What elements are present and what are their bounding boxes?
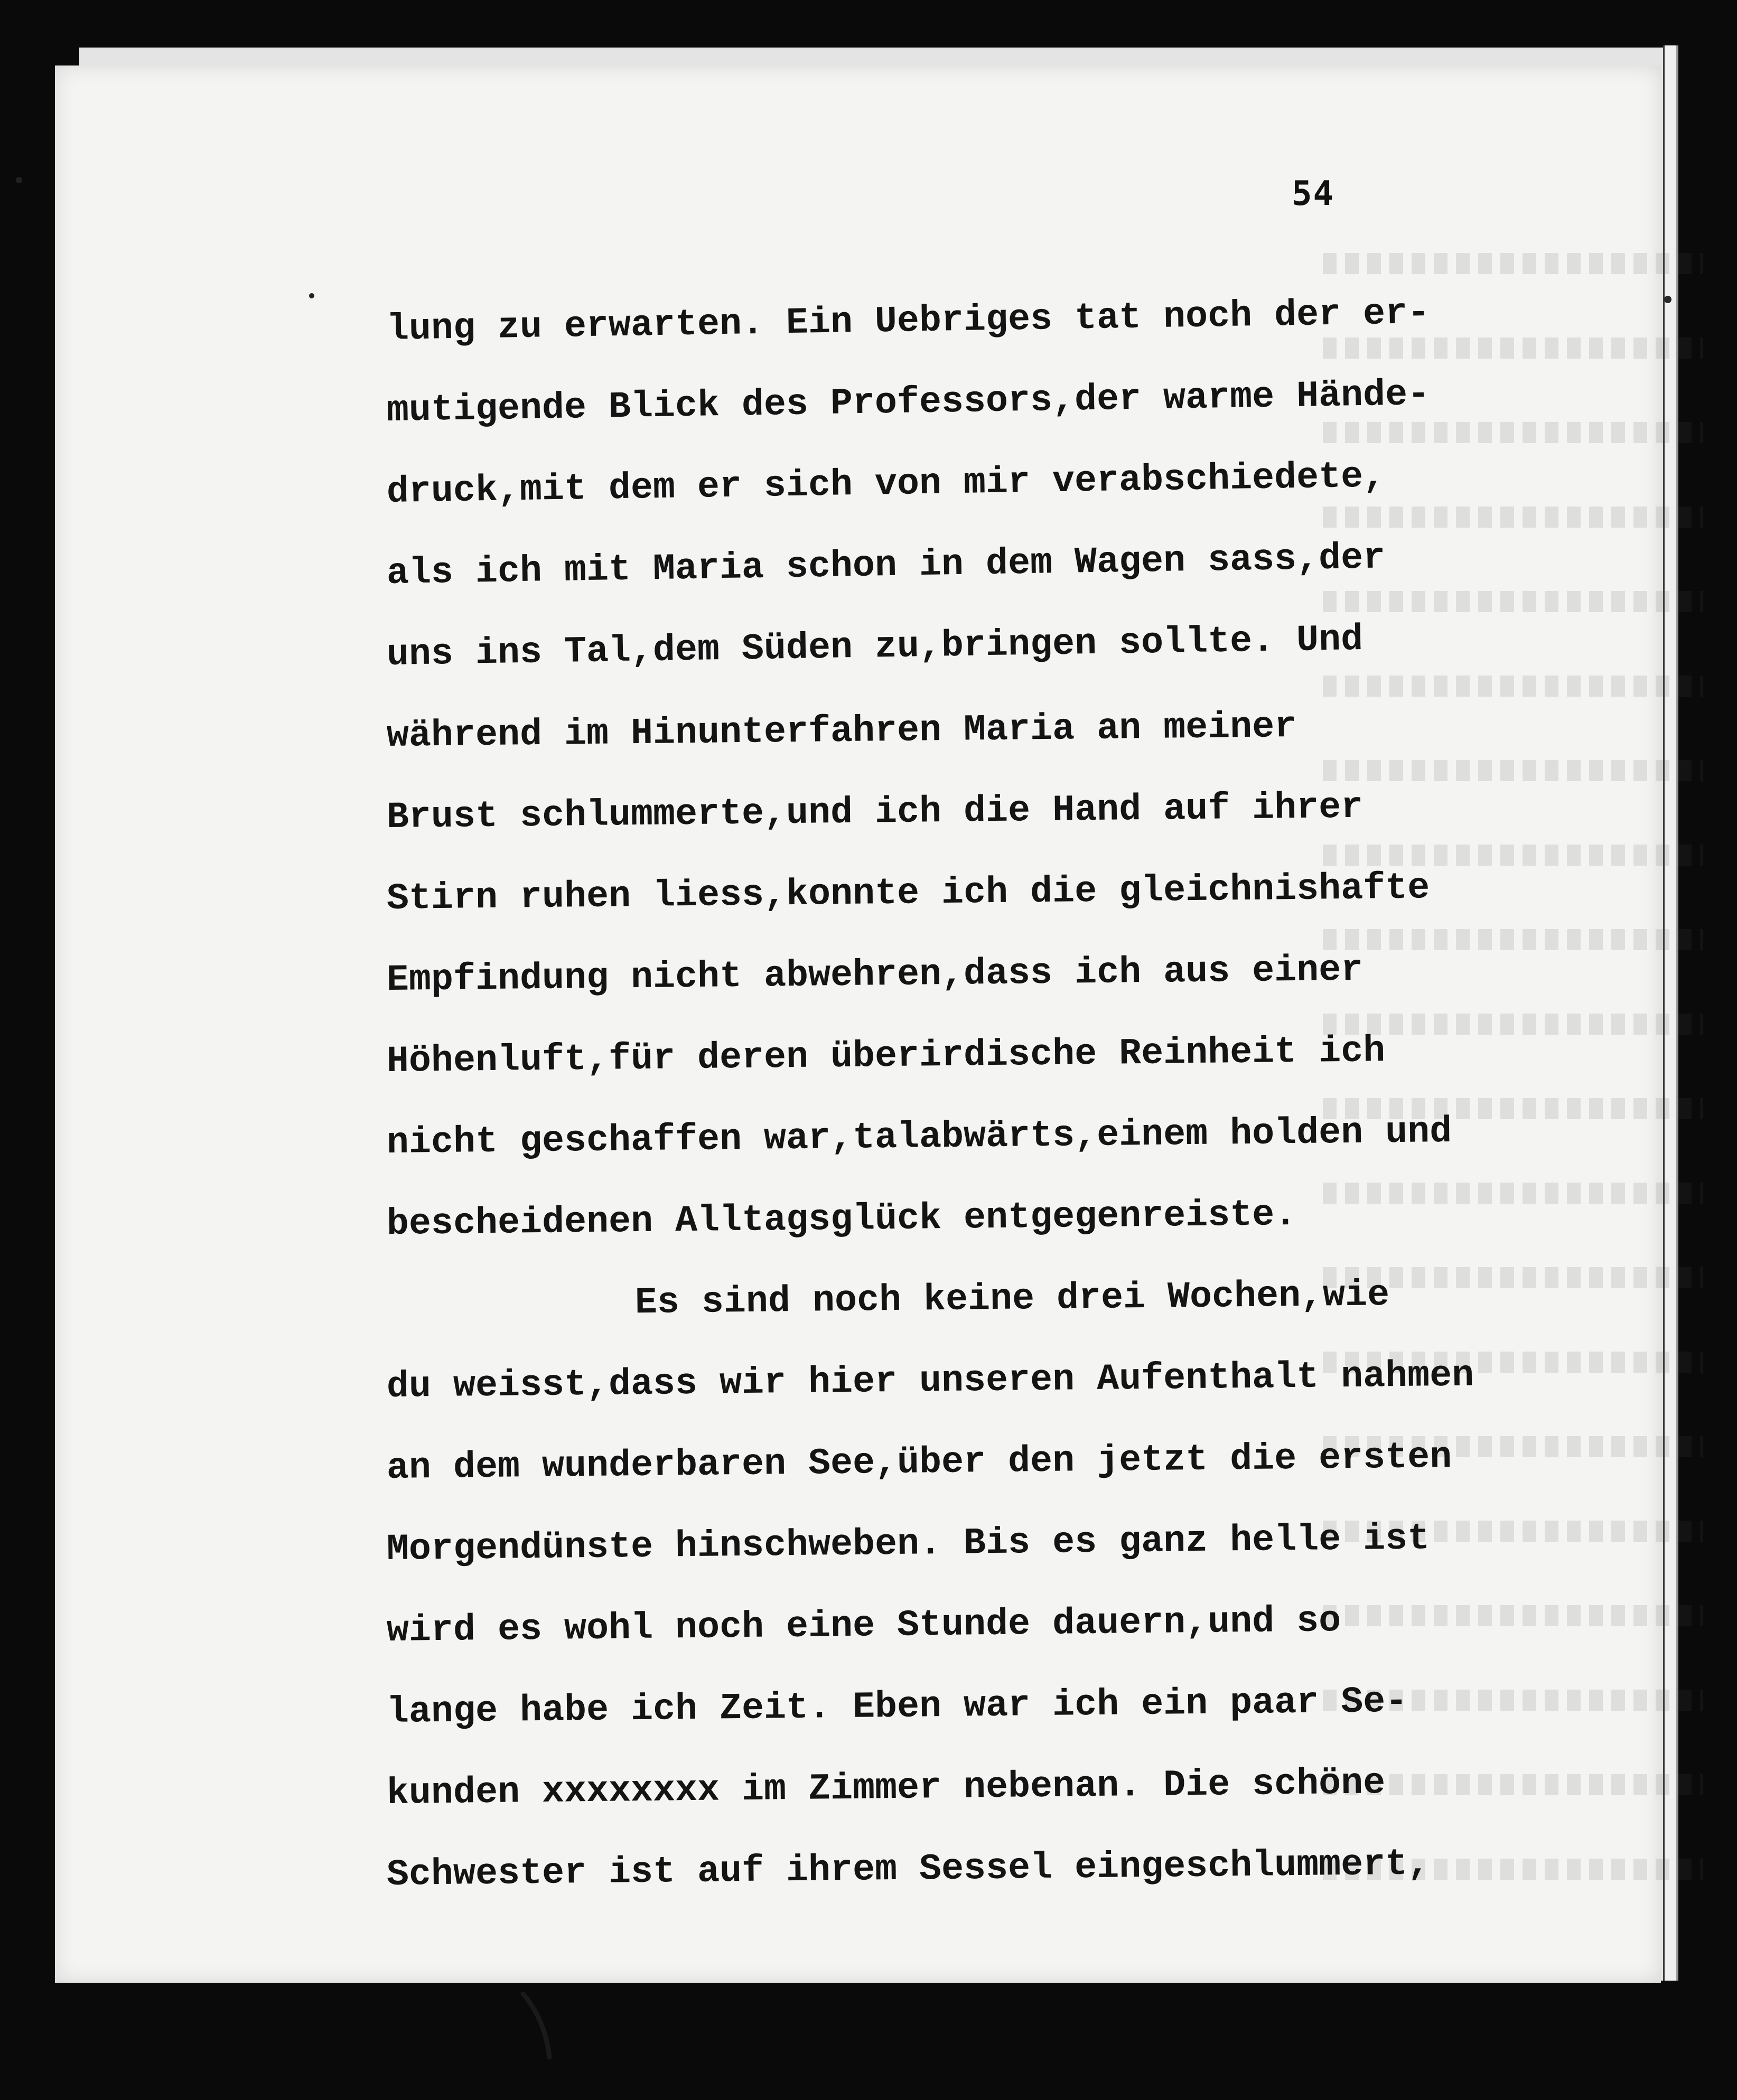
text-line: Stirn ruhen liess,konnte ich die gleichnishafte [386, 867, 1430, 920]
body-text [387, 289, 1649, 1916]
ink-spot [1664, 296, 1671, 303]
text-line: nicht geschaffen war,talabwärts,einem holden und [386, 1111, 1452, 1164]
text-line: lung zu erwarten. Ein Uebriges tat noch der er- [386, 292, 1430, 351]
ink-spot [16, 177, 22, 183]
page-number: 54 [1292, 174, 1335, 213]
text-line: mutigende Blick des Professors,der warme Hände- [386, 373, 1430, 432]
ink-spot [309, 293, 314, 298]
text-line: wird es wohl noch eine Stunde dauern,und so [386, 1600, 1341, 1652]
text-line: bescheidenen Alltagsglück entgegenreiste. [386, 1194, 1297, 1245]
text-line: Morgendünste hinschweben. Bis es ganz helle ist [386, 1518, 1430, 1571]
text-line: du weisst,dass wir hier unseren Aufenthalt nahmen [386, 1355, 1474, 1408]
text-line: als ich mit Maria schon in dem Wagen sass,der [386, 537, 1386, 595]
text-line: Schwester ist auf ihrem Sessel eingeschlummert, [386, 1843, 1430, 1896]
text-line: lange habe ich Zeit. Eben war ich ein paar Se- [386, 1681, 1408, 1733]
text-line: uns ins Tal,dem Süden zu,bringen sollte. Und [386, 618, 1364, 676]
text-line: an dem wunderbaren See,über den jetzt die ersten [386, 1436, 1452, 1489]
text-line: druck,mit dem er sich von mir verabschiedete, [386, 456, 1386, 513]
text-line: Höhenluft,für deren überirdische Reinheit ich [386, 1030, 1386, 1083]
text-line: Empfindung nicht abwehren,dass ich aus einer [386, 949, 1364, 1001]
text-line: kunden xxxxxxxx im Zimmer nebenan. Die schöne [386, 1762, 1386, 1815]
pencil-mark [518, 1991, 555, 2060]
text-line: Brust schlummerte,und ich die Hand auf ihrer [386, 786, 1364, 839]
text-line: während im Hinunterfahren Maria an meiner [386, 706, 1297, 757]
text-line: Es sind noch keine drei Wochen,wie [634, 1274, 1390, 1325]
